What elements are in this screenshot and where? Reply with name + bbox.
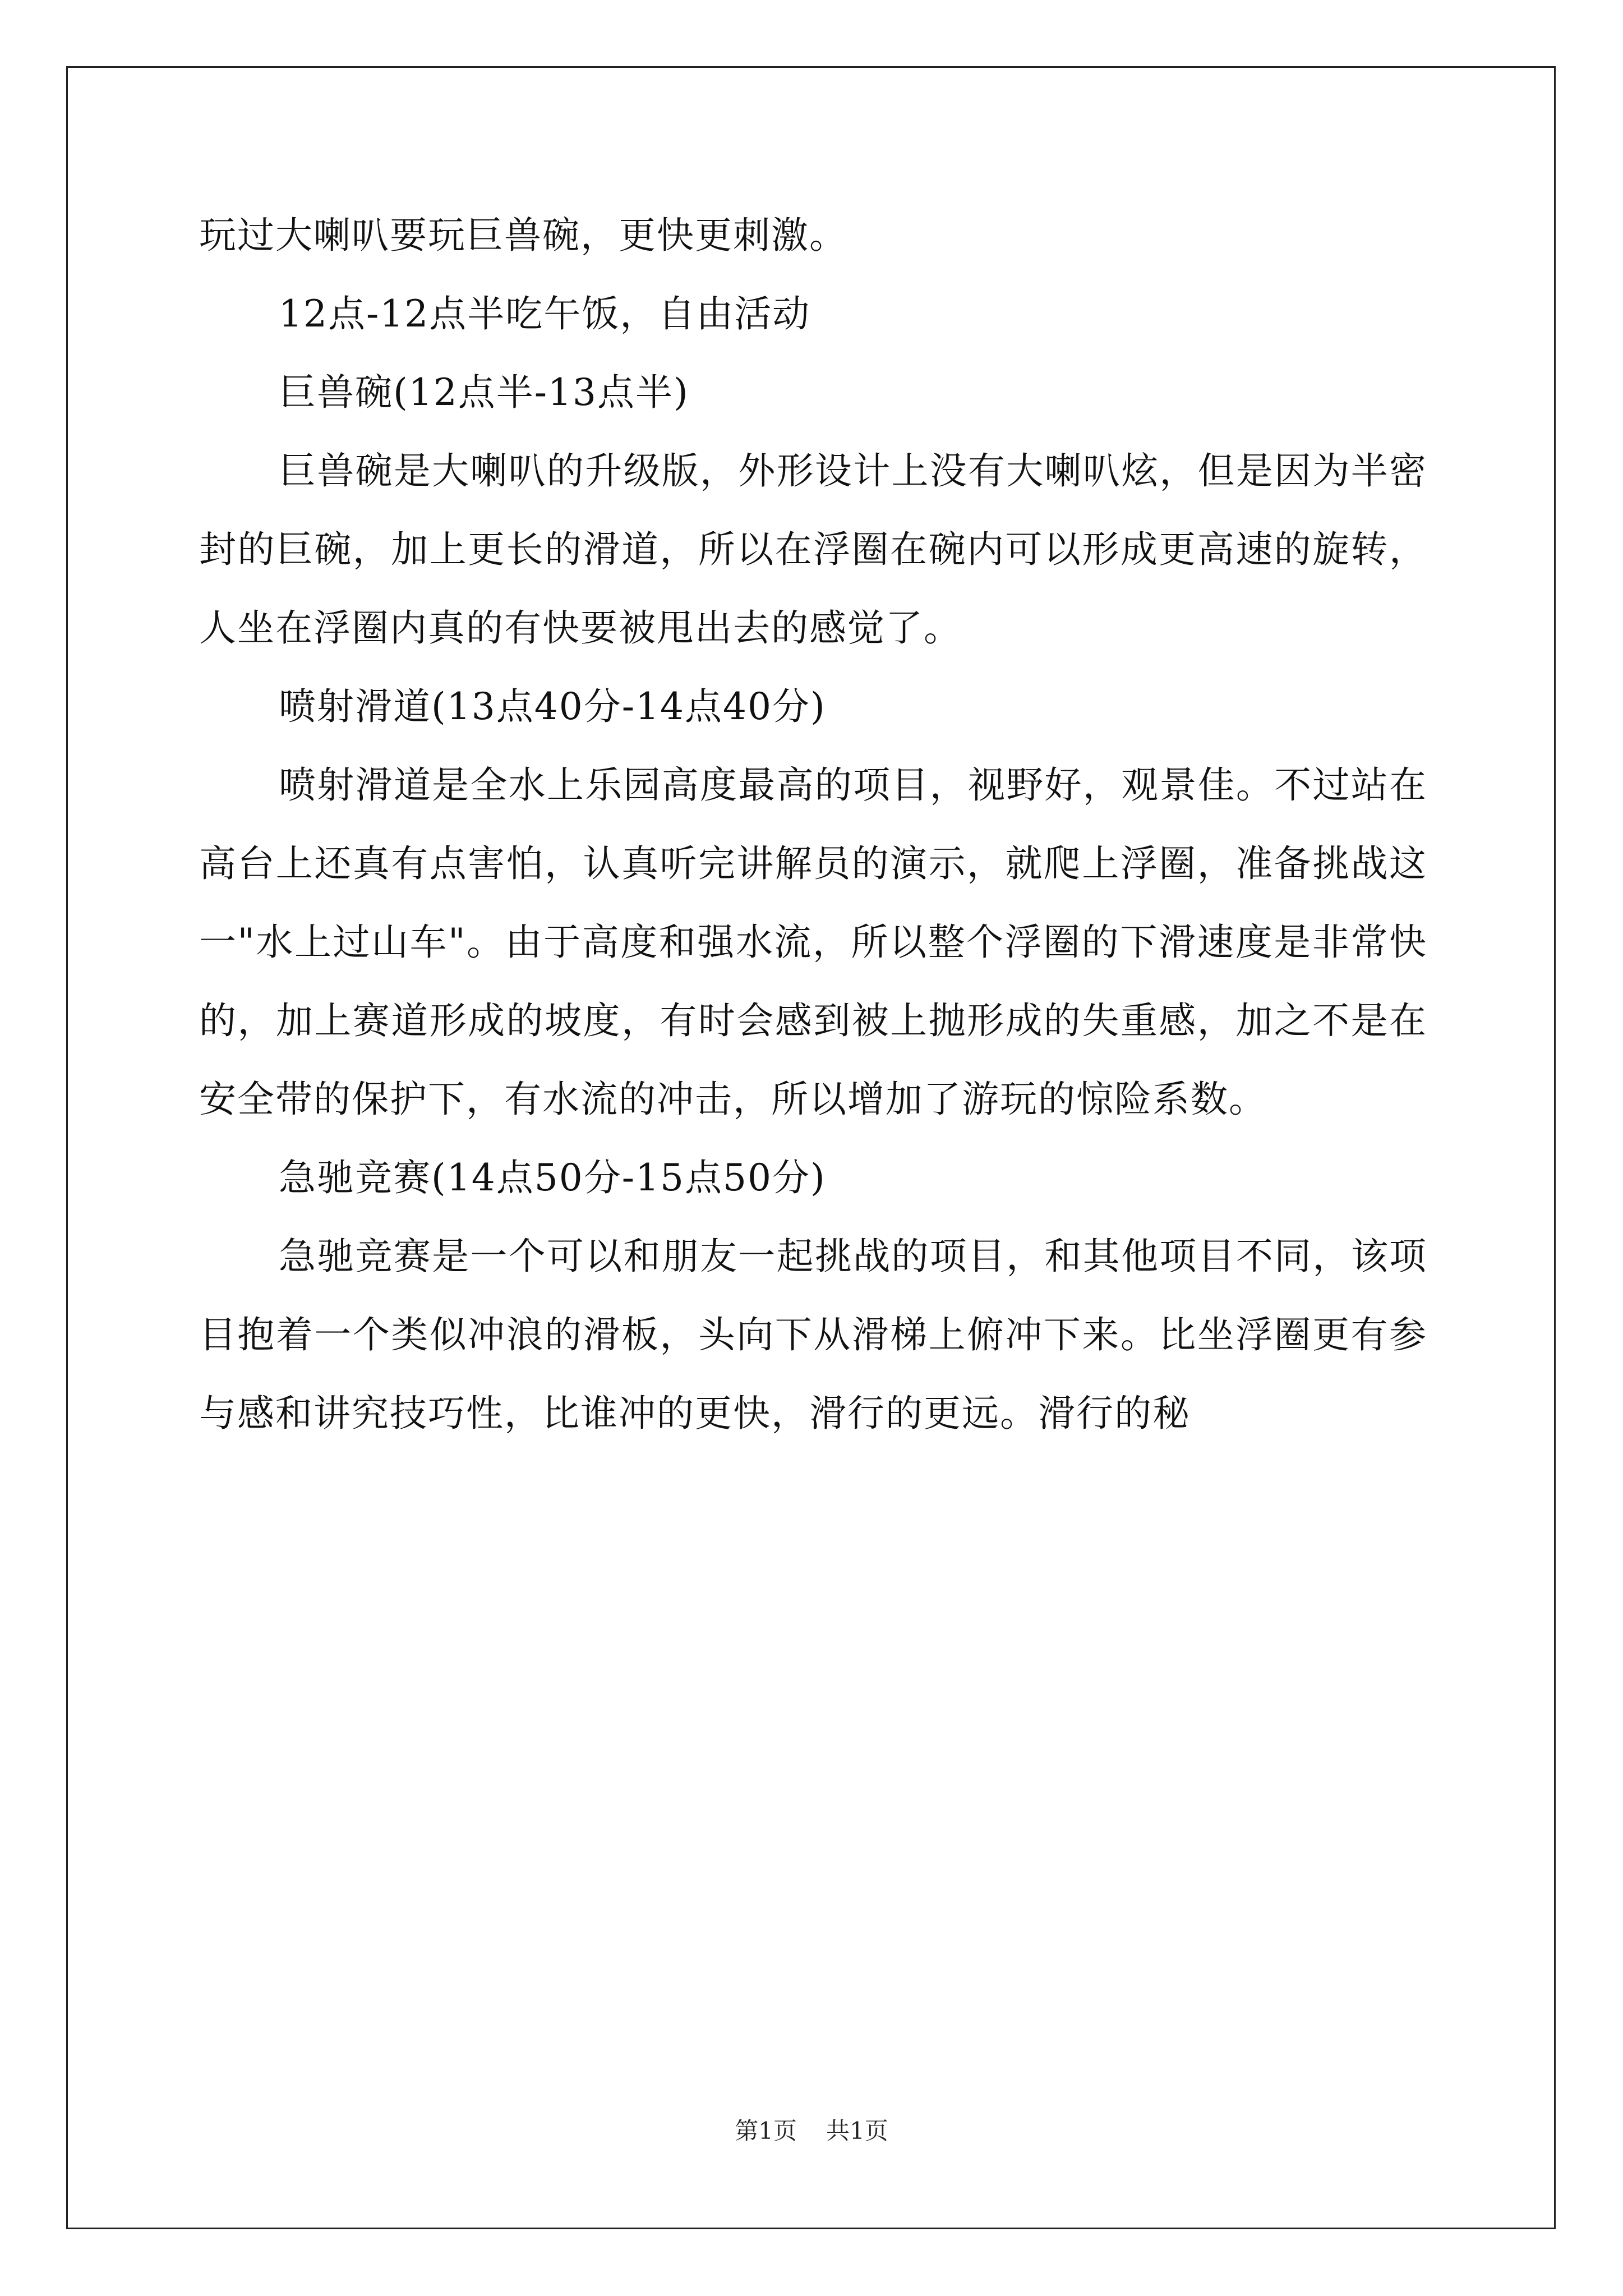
paragraph-continuation: 玩过大喇叭要玩巨兽碗，更快更刺激。	[199, 214, 847, 257]
page-total: 共1页	[826, 2117, 888, 2145]
document-body	[199, 196, 1427, 1453]
page-number: 第1页	[735, 2117, 797, 2145]
paragraph-racing: 急驰竞赛是一个可以和朋友一起挑战的项目，和其他项目不同，该项目抱着一个类似冲浪的滑板，头向下从滑梯上俯冲下来。比坐浮圈更有参与感和讲究技巧性，比谁冲的更快，滑行的更远。滑行的秘	[199, 1235, 1427, 1435]
page-footer	[0, 2117, 1623, 2145]
paragraph-giant-bowl: 巨兽碗是大喇叭的升级版，外形设计上没有大喇叭炫，但是因为半密封的巨碗，加上更长的滑道，所以在浮圈在碗内可以形成更高速的旋转，人坐在浮圈内真的有快要被甩出去的感觉了。	[199, 449, 1427, 650]
section-heading-giant-bowl: 巨兽碗(12点半-13点半)	[279, 371, 689, 414]
section-heading-jet-slide: 喷射滑道(13点40分-14点40分)	[279, 685, 826, 728]
paragraph-jet-slide: 喷射滑道是全水上乐园高度最高的项目，视野好，观景佳。不过站在高台上还真有点害怕，认真听完讲解员的演示，就爬上浮圈，准备挑战这一"水上过山车"。由于高度和强水流，所以整个浮圈的下滑速度是非常快的，加上赛道形成的坡度，有时会感到被上抛形成的失重感，加之不是在安全带的保护下，有水流的冲击，所以增加了游玩的惊险系数。	[199, 763, 1427, 1121]
section-heading-racing: 急驰竞赛(14点50分-15点50分)	[279, 1156, 826, 1199]
paragraph-lunch-schedule: 12点-12点半吃午饭，自由活动	[279, 292, 811, 335]
